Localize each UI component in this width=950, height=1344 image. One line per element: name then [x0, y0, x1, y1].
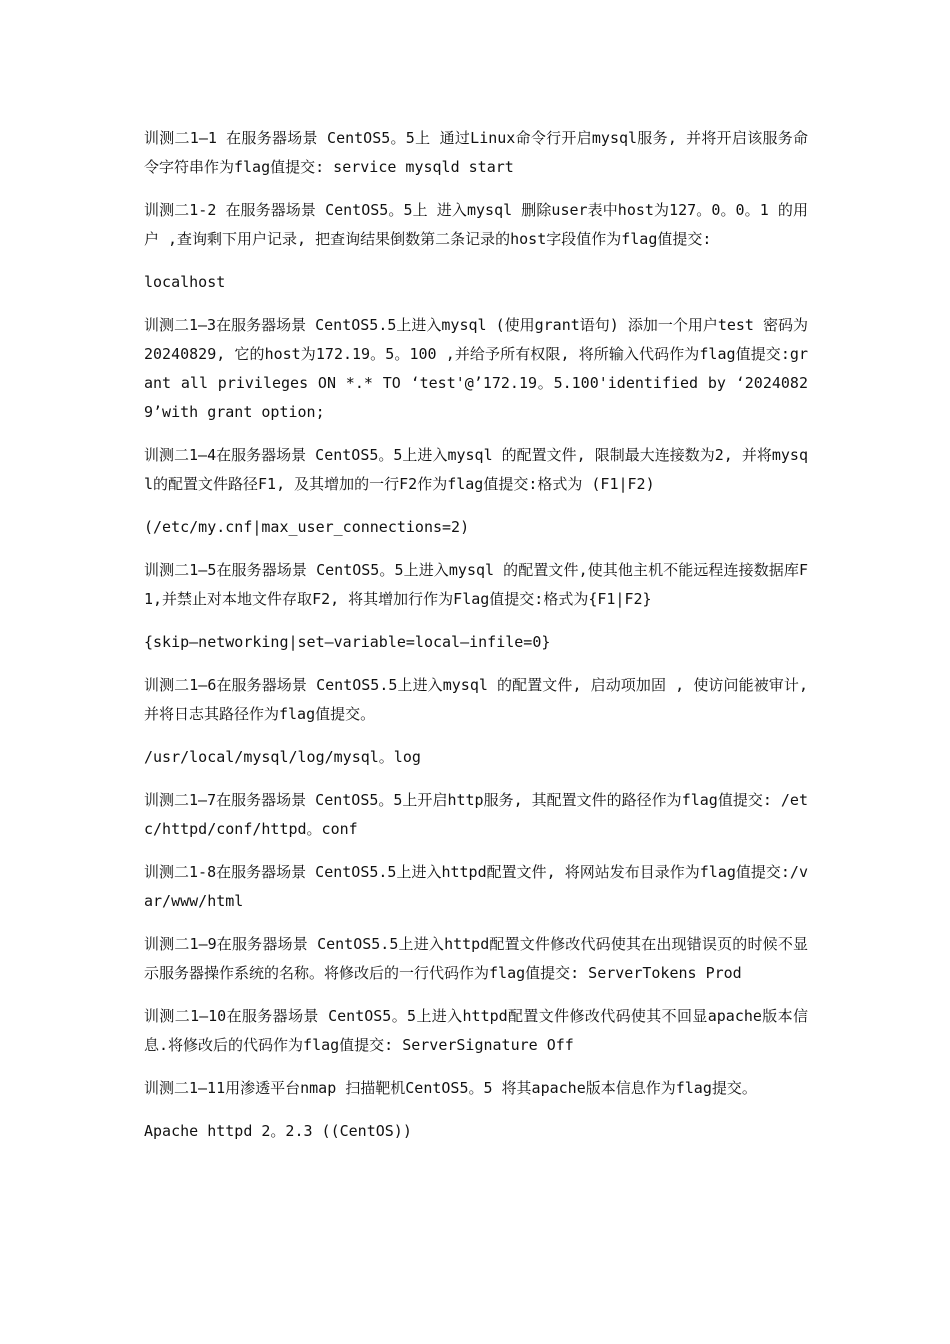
task-1-8-text: 训测二1-8在服务器场景 CentOS5.5上进入httpd配置文件, 将网站发布目录作为flag值提交:/var/www/html [144, 863, 808, 910]
task-1-6-text: 训测二1—6在服务器场景 CentOS5.5上进入mysql 的配置文件, 启动项加固 , 使访问能被审计,并将日志其路径作为flag值提交。 [144, 676, 808, 723]
task-1-2-text: 训测二1-2 在服务器场景 CentOS5。5上 进入mysql 删除user表中host为127。0。0。1 的用户 ,查询剩下用户记录, 把查询结果倒数第二条记录的host字段值作为flag值提交: [144, 201, 808, 248]
task-1-9-text: 训测二1—9在服务器场景 CentOS5.5上进入httpd配置文件修改代码使其在出现错误页的时候不显示服务器操作系统的名称。将修改后的一行代码作为flag值提交: ServerTokens Prod [144, 935, 808, 982]
task-1-3-text: 训测二1—3在服务器场景 CentOS5.5上进入mysql (使用grant语句) 添加一个用户test 密码为20240829, 它的host为172.19。5。100 ,并给予所有权限, 将所输入代码作为flag值提交:grant all privileges ON *.* TO ‘test'@’172.19。5.100'identified by ‘20240829’with grant option; [144, 316, 808, 421]
task-1-10-text: 训测二1—10在服务器场景 CentOS5。5上进入httpd配置文件修改代码使其不回显apache版本信息.将修改后的代码作为flag值提交: ServerSignature Off [144, 1007, 808, 1054]
task-1-6-answer: /usr/local/mysql/log/mysql。log [144, 748, 421, 766]
document-page [144, 124, 808, 1160]
task-1-5-text: 训测二1—5在服务器场景 CentOS5。5上进入mysql 的配置文件,使其他主机不能远程连接数据库F1,并禁止对本地文件存取F2, 将其增加行作为Flag值提交:格式为{F1|F2} [144, 561, 808, 608]
task-1-7-text: 训测二1—7在服务器场景 CentOS5。5上开启http服务, 其配置文件的路径作为flag值提交: /etc/httpd/conf/httpd。conf [144, 791, 808, 838]
task-1-11-text: 训测二1—11用渗透平台nmap 扫描靶机CentOS5。5 将其apache版本信息作为flag提交。 [144, 1079, 757, 1097]
task-1-2-answer: localhost [144, 273, 226, 291]
task-1-11-answer: Apache httpd 2。2.3 ((CentOS)) [144, 1122, 412, 1140]
task-1-5-answer: {skip—networking|set—variable=local—infile=0} [144, 633, 551, 651]
task-1-1-text: 训测二1—1 在服务器场景 CentOS5。5上 通过Linux命令行开启mysql服务, 并将开启该服务命令字符串作为flag值提交: service mysqld start [144, 129, 808, 176]
task-1-4-answer: (/etc/my.cnf|max_user_connections=2) [144, 518, 470, 536]
task-1-4-text: 训测二1—4在服务器场景 CentOS5。5上进入mysql 的配置文件, 限制最大连接数为2, 并将mysql的配置文件路径F1, 及其增加的一行F2作为flag值提交:格式为 (F1|F2) [144, 446, 808, 493]
